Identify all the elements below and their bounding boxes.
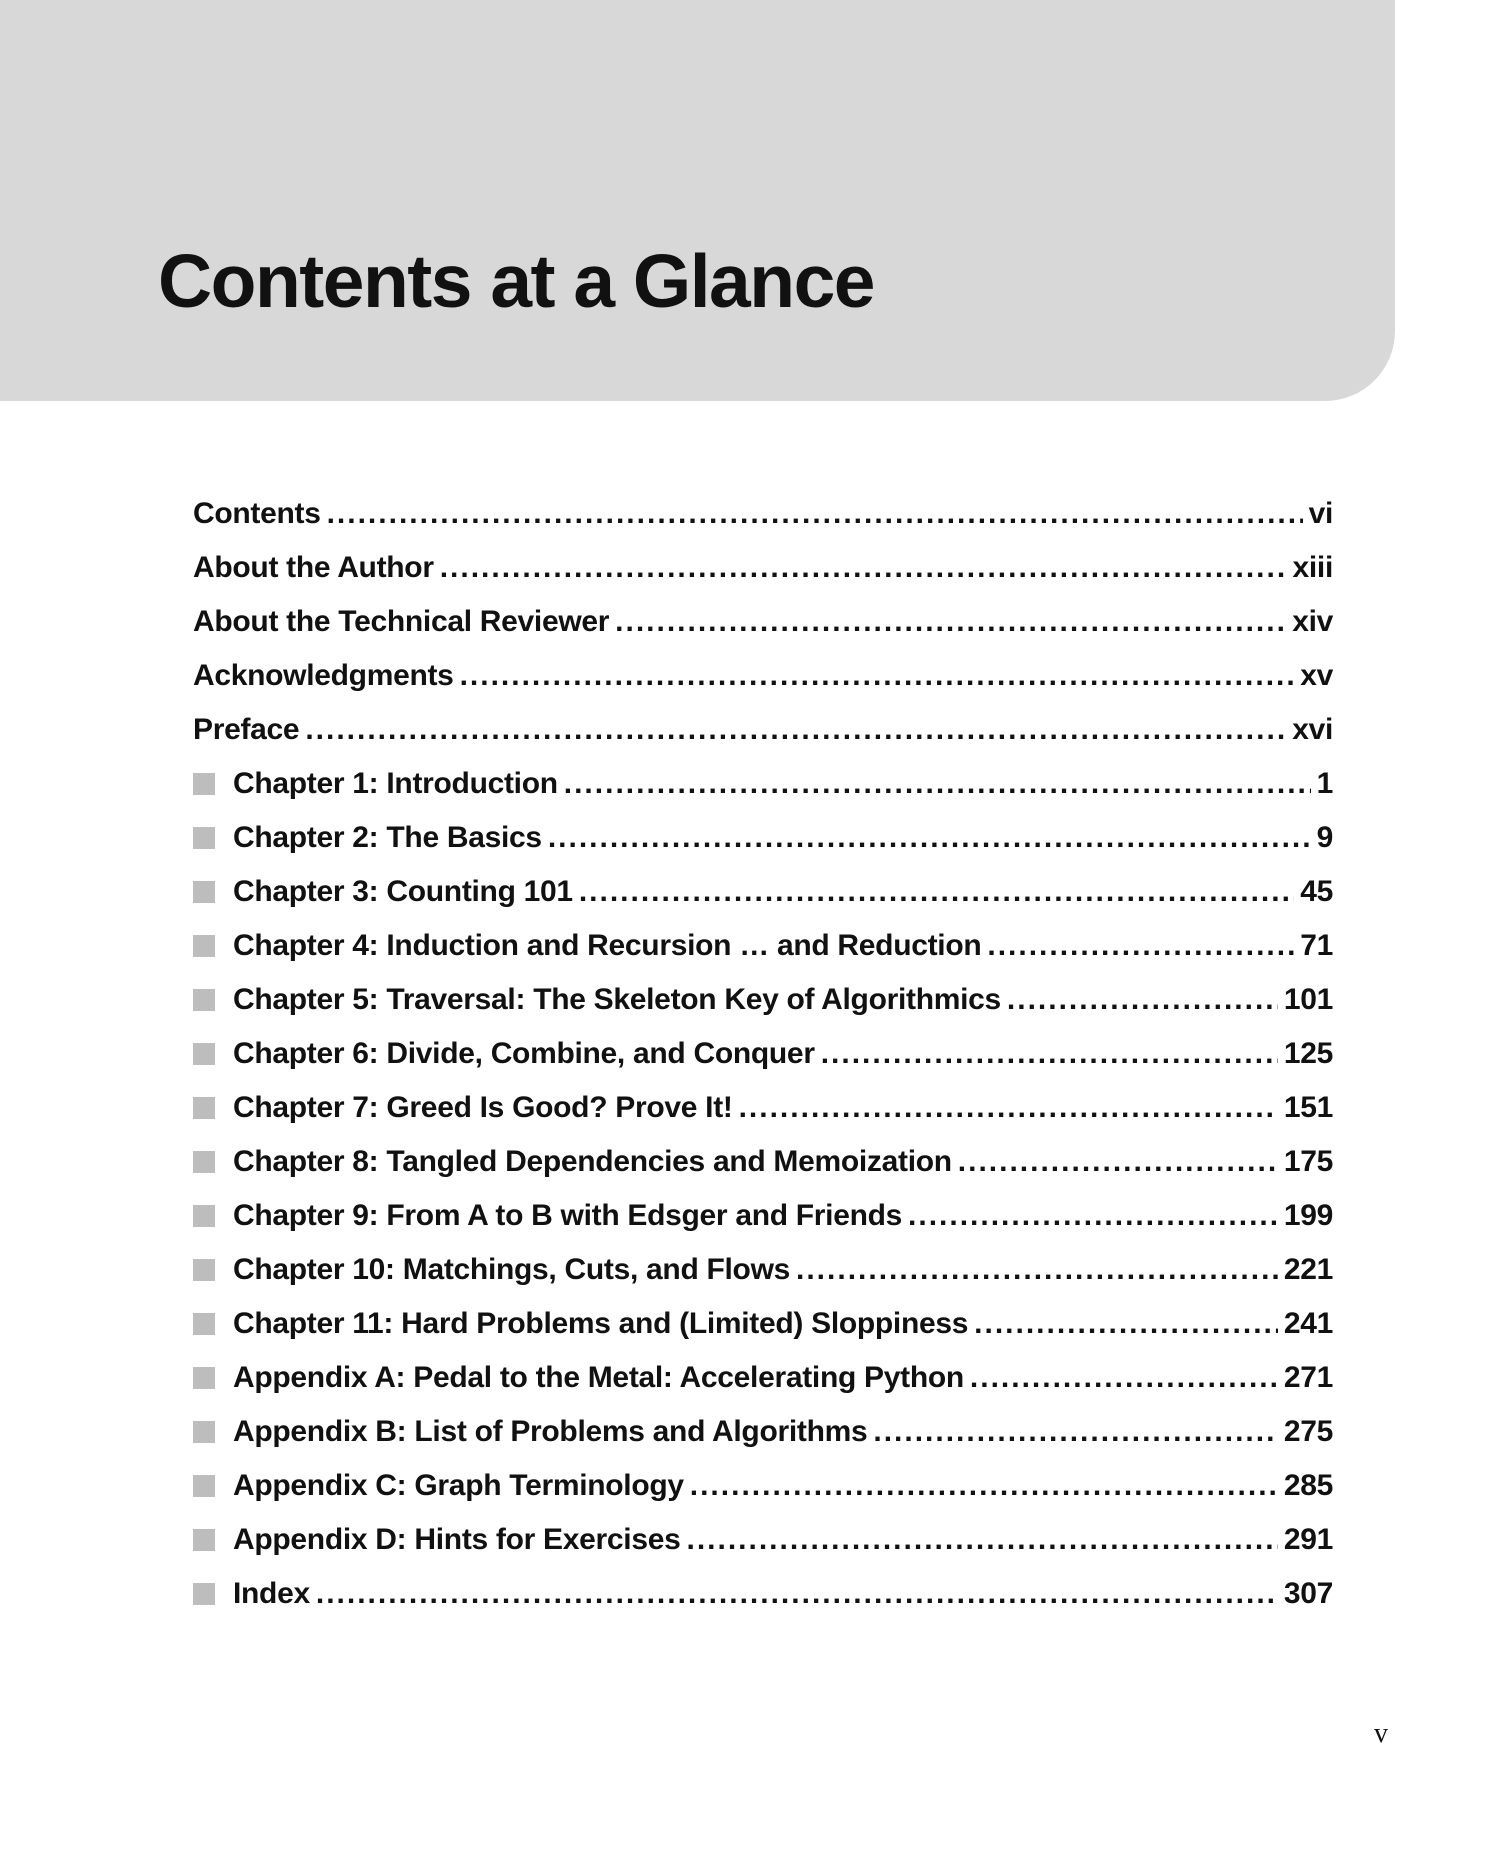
toc-entry-title: Appendix D: Hints for Exercises [233,1523,681,1556]
toc-entry-page: 45 [1300,875,1333,908]
square-bullet-icon [193,1475,215,1497]
toc-entry-page: 125 [1283,1037,1333,1070]
dot-leader [987,929,1294,963]
toc-entry-page: 241 [1283,1307,1333,1340]
square-bullet-icon [193,827,215,849]
toc-entry-page: xv [1300,659,1333,692]
square-bullet-icon [193,881,215,903]
table-of-contents [193,487,1333,1621]
square-bullet-icon [193,1421,215,1443]
toc-entry-page: 199 [1283,1199,1333,1232]
square-bullet-icon [193,1529,215,1551]
toc-entry[interactable] [193,1405,1333,1459]
toc-entry-title: Acknowledgments [193,659,454,692]
toc-entry[interactable] [193,919,1333,973]
dot-leader [316,1577,1278,1611]
toc-entry[interactable] [193,973,1333,1027]
square-bullet-icon [193,989,215,1011]
toc-entry-title: Chapter 4: Induction and Recursion … and Reduction [233,929,982,962]
toc-entry[interactable] [193,1243,1333,1297]
toc-entry-title: Chapter 9: From A to B with Edsger and Friends [233,1199,903,1232]
toc-entry[interactable] [193,1297,1333,1351]
toc-entry-title: Index [233,1577,310,1610]
toc-entry-title: Contents [193,497,321,530]
toc-entry-title: Chapter 7: Greed Is Good? Prove It! [233,1091,733,1124]
page-title: Contents at a Glance [158,239,875,323]
dot-leader [460,659,1295,693]
toc-entry-page: 101 [1283,983,1333,1016]
toc-entry-page: 221 [1283,1253,1333,1286]
dot-leader [970,1361,1278,1395]
toc-entry[interactable] [193,757,1333,811]
square-bullet-icon [193,1151,215,1173]
toc-entry[interactable] [193,1135,1333,1189]
dot-leader [690,1469,1278,1503]
toc-entry-page: 175 [1283,1145,1333,1178]
dot-leader [796,1253,1278,1287]
dot-leader [327,497,1303,531]
square-bullet-icon [193,1259,215,1281]
dot-leader [908,1199,1278,1233]
square-bullet-icon [193,1205,215,1227]
toc-entry-title: Chapter 3: Counting 101 [233,875,573,908]
toc-entry-page: 307 [1283,1577,1333,1610]
dot-leader [1007,983,1278,1017]
toc-entry-page: 271 [1283,1361,1333,1394]
toc-entry[interactable] [193,703,1333,757]
square-bullet-icon [193,1583,215,1605]
toc-entry-title: Chapter 5: Traversal: The Skeleton Key of Algorithmics [233,983,1001,1016]
toc-entry-page: 71 [1300,929,1333,962]
toc-entry[interactable] [193,1567,1333,1621]
toc-entry-page: 285 [1283,1469,1333,1502]
toc-entry-page: 275 [1283,1415,1333,1448]
toc-entry[interactable] [193,1513,1333,1567]
dot-leader [958,1145,1278,1179]
dot-leader [548,821,1311,855]
toc-entry-title: Appendix A: Pedal to the Metal: Accelerating Python [233,1361,964,1394]
toc-entry-page: 9 [1316,821,1333,854]
square-bullet-icon [193,1313,215,1335]
square-bullet-icon [193,1367,215,1389]
dot-leader [873,1415,1277,1449]
toc-entry-page: 291 [1283,1523,1333,1556]
dot-leader [615,605,1286,639]
toc-entry-title: Chapter 6: Divide, Combine, and Conquer [233,1037,815,1070]
toc-entry-title: Preface [193,713,300,746]
dot-leader [974,1307,1278,1341]
dot-leader [821,1037,1278,1071]
square-bullet-icon [193,1043,215,1065]
toc-entry[interactable] [193,487,1333,541]
toc-entry-title: Chapter 2: The Basics [233,821,542,854]
dot-leader [579,875,1294,909]
square-bullet-icon [193,935,215,957]
toc-entry[interactable] [193,541,1333,595]
toc-entry-page: xiii [1292,551,1333,584]
toc-entry[interactable] [193,1459,1333,1513]
dot-leader [686,1523,1277,1557]
toc-entry-page: xiv [1292,605,1333,638]
dot-leader [564,767,1311,801]
toc-entry-title: About the Author [193,551,434,584]
page-number: v [1374,1718,1388,1749]
toc-entry-title: About the Technical Reviewer [193,605,610,638]
dot-leader [305,713,1286,747]
toc-entry-title: Chapter 11: Hard Problems and (Limited) Sloppiness [233,1307,969,1340]
toc-entry[interactable] [193,595,1333,649]
toc-entry[interactable] [193,1081,1333,1135]
square-bullet-icon [193,773,215,795]
square-bullet-icon [193,1097,215,1119]
toc-entry[interactable] [193,1027,1333,1081]
toc-entry-page: 151 [1283,1091,1333,1124]
toc-entry-title: Chapter 10: Matchings, Cuts, and Flows [233,1253,791,1286]
header-band [0,0,1395,401]
toc-entry[interactable] [193,865,1333,919]
toc-entry-page: xvi [1292,713,1333,746]
toc-entry[interactable] [193,649,1333,703]
toc-entry-page: 1 [1316,767,1333,800]
toc-entry-title: Chapter 8: Tangled Dependencies and Memoization [233,1145,952,1178]
toc-entry[interactable] [193,1189,1333,1243]
toc-entry-title: Appendix C: Graph Terminology [233,1469,684,1502]
toc-entry[interactable] [193,811,1333,865]
dot-leader [739,1091,1278,1125]
toc-entry[interactable] [193,1351,1333,1405]
dot-leader [440,551,1287,585]
toc-entry-title: Appendix B: List of Problems and Algorithms [233,1415,868,1448]
toc-entry-title: Chapter 1: Introduction [233,767,558,800]
toc-entry-page: vi [1308,497,1333,530]
